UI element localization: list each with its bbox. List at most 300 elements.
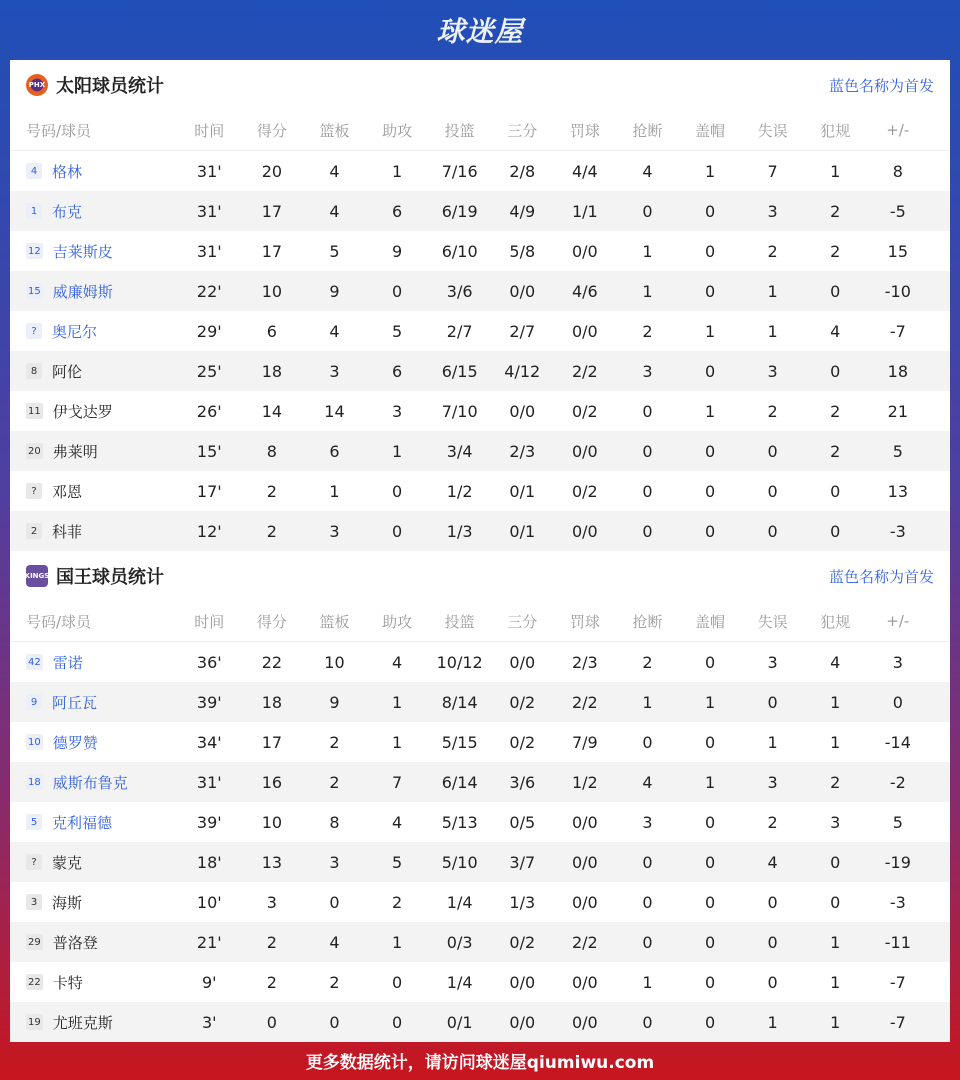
- column-header: 得分: [256, 121, 287, 140]
- stat-cell: 0: [329, 1012, 340, 1032]
- stat-cell: 0: [329, 892, 340, 912]
- stat-cell: 18: [261, 361, 283, 381]
- stat-cell: 17: [261, 241, 283, 261]
- stat-cell: 22: [261, 652, 283, 672]
- stat-cell: 0/2: [509, 732, 536, 752]
- stat-cell: 6: [329, 441, 340, 461]
- stat-cell: 0: [704, 281, 716, 301]
- stat-cell: 10: [324, 652, 345, 672]
- team-logo-icon: KINGS: [26, 565, 48, 587]
- stat-cell: 0: [642, 441, 653, 461]
- stat-cell: 2/7: [446, 321, 473, 341]
- stat-cell: 1: [704, 772, 716, 792]
- stat-cell: 7/9: [571, 732, 598, 752]
- column-header: 得分: [256, 612, 287, 631]
- stat-cell: 0/0: [571, 852, 598, 872]
- column-header: 篮板: [319, 121, 350, 140]
- stat-cell: 0: [704, 652, 716, 672]
- team-logo-icon: PHX: [26, 74, 48, 96]
- stat-cell: 3: [642, 361, 653, 381]
- stat-cell: 1/2: [446, 481, 473, 501]
- stat-cell: -7: [889, 1012, 906, 1032]
- stat-cell: -11: [884, 932, 911, 952]
- player-name[interactable]: 阿丘瓦: [52, 693, 98, 712]
- stat-cell: 0/1: [509, 521, 536, 541]
- team-section: [10, 60, 950, 551]
- stat-cell: 2: [266, 481, 277, 501]
- player-name[interactable]: 卡特: [52, 973, 83, 992]
- stat-cell: 1: [391, 732, 403, 752]
- player-row: [10, 311, 950, 351]
- team-title: [26, 72, 164, 98]
- starter-hint: 蓝色名称为首发: [828, 76, 934, 95]
- jersey-number: 10: [26, 734, 43, 750]
- stat-cell: 3: [329, 852, 340, 872]
- player-cell: [10, 1012, 178, 1033]
- stat-cell: 2: [830, 441, 841, 461]
- stat-cell: 0: [704, 361, 716, 381]
- stat-cell: 10': [196, 892, 222, 912]
- team-name: 太阳球员统计: [56, 76, 164, 97]
- stat-cell: 1/3: [446, 521, 473, 541]
- stat-cell: 39': [196, 692, 222, 712]
- player-cell: [10, 201, 178, 222]
- player-cell: [10, 692, 178, 713]
- stat-cell: 2/2: [571, 692, 598, 712]
- player-name[interactable]: 伊戈达罗: [52, 402, 113, 421]
- jersey-number: 18: [26, 774, 43, 790]
- stat-cell: 8: [892, 161, 903, 181]
- stat-cell: 3: [329, 521, 340, 541]
- stat-cell: 0: [704, 521, 716, 541]
- stat-cell: 0: [391, 481, 403, 501]
- stat-cell: 1: [704, 692, 716, 712]
- player-cell: [10, 161, 178, 182]
- player-name[interactable]: 德罗赞: [52, 733, 98, 752]
- column-header: 盖帽: [695, 612, 726, 631]
- stat-cell: 0: [830, 361, 841, 381]
- stat-cell: -3: [889, 521, 906, 541]
- stat-cell: 3: [830, 812, 841, 832]
- stat-cell: 36': [196, 652, 222, 672]
- stat-cell: 12': [196, 521, 222, 541]
- stat-cell: 0: [767, 441, 778, 461]
- player-cell: [10, 852, 178, 873]
- stat-cell: -7: [889, 321, 906, 341]
- stat-cell: 2: [830, 241, 841, 261]
- stat-cell: 6/10: [441, 241, 478, 261]
- stat-cell: 4: [642, 772, 653, 792]
- stat-cell: 31': [196, 772, 222, 792]
- stat-cell: 0/5: [509, 812, 536, 832]
- player-row: [10, 191, 950, 231]
- stat-cell: 0: [704, 892, 716, 912]
- stat-cell: 4: [329, 321, 340, 341]
- stat-cell: 2: [329, 772, 340, 792]
- stat-cell: 6: [266, 321, 277, 341]
- player-row: [10, 231, 950, 271]
- stat-cell: 0/2: [571, 481, 598, 501]
- stat-cell: 17': [196, 481, 222, 501]
- stat-cell: 31': [196, 201, 222, 221]
- stat-cell: -10: [884, 281, 911, 301]
- stat-cell: 0: [767, 692, 778, 712]
- stat-cell: 34': [196, 732, 222, 752]
- stat-cell: 21: [887, 401, 908, 421]
- player-name[interactable]: 威斯布鲁克: [52, 773, 128, 792]
- column-header: 投篮: [444, 121, 475, 140]
- column-header: 助攻: [382, 612, 413, 631]
- column-header: 犯规: [820, 121, 851, 140]
- column-header: 三分: [507, 121, 538, 140]
- stat-cell: 0: [642, 852, 653, 872]
- column-header: 失误: [757, 121, 788, 140]
- player-cell: [10, 361, 178, 382]
- stat-cell: 7: [391, 772, 403, 792]
- stat-cell: 25': [196, 361, 222, 381]
- player-row: [10, 431, 950, 471]
- stat-cell: 2: [830, 772, 841, 792]
- stat-cell: 0: [767, 972, 778, 992]
- player-name[interactable]: 奥尼尔: [52, 322, 98, 341]
- jersey-number: 19: [26, 1014, 43, 1030]
- column-header: 三分: [507, 612, 538, 631]
- stat-cell: -3: [889, 892, 906, 912]
- player-cell: [10, 401, 178, 422]
- stat-cell: 2: [767, 241, 778, 261]
- player-name[interactable]: 科菲: [52, 522, 83, 541]
- stat-cell: -2: [889, 772, 906, 792]
- jersey-number: 42: [26, 654, 43, 670]
- stat-cell: 3: [642, 812, 653, 832]
- stat-cell: 0: [830, 281, 841, 301]
- jersey-number: 11: [26, 403, 43, 419]
- stat-cell: 6/19: [441, 201, 478, 221]
- player-row: [10, 802, 950, 842]
- stat-cell: 0: [266, 1012, 277, 1032]
- stat-cell: 5/10: [441, 852, 478, 872]
- stat-cell: -5: [889, 201, 906, 221]
- stat-cell: 2: [329, 732, 340, 752]
- stat-cell: 0: [642, 401, 653, 421]
- player-cell: [10, 521, 178, 542]
- column-header: 时间: [194, 121, 225, 140]
- stat-cell: 10/12: [436, 652, 483, 672]
- stat-cell: 5: [391, 321, 403, 341]
- stat-cell: 0/0: [571, 521, 598, 541]
- stat-cell: 3: [391, 401, 403, 421]
- stat-cell: 15': [196, 441, 222, 461]
- stat-cell: 0: [767, 932, 778, 952]
- player-name[interactable]: 弗莱明: [52, 442, 98, 461]
- stat-cell: 18: [261, 692, 283, 712]
- stat-cell: 2/2: [571, 361, 598, 381]
- stat-cell: 26': [196, 401, 222, 421]
- stat-cell: 4: [329, 201, 340, 221]
- stat-cell: 2/2: [571, 932, 598, 952]
- player-row: [10, 842, 950, 882]
- stat-cell: 1: [642, 241, 653, 261]
- player-cell: [10, 321, 178, 342]
- column-header: 盖帽: [695, 121, 726, 140]
- stat-cell: 5/8: [509, 241, 536, 261]
- stat-cell: 1: [830, 1012, 841, 1032]
- stat-cell: 1: [391, 441, 403, 461]
- stat-cell: 2: [830, 401, 841, 421]
- player-cell: [10, 241, 178, 262]
- player-cell: [10, 972, 178, 993]
- stat-cell: 1/4: [446, 892, 473, 912]
- stat-cell: 2: [642, 652, 653, 672]
- stat-cell: 3: [266, 892, 277, 912]
- table-header: [10, 601, 950, 642]
- team-section: [10, 551, 950, 1042]
- column-header: 篮板: [319, 612, 350, 631]
- stat-cell: 0/0: [571, 892, 598, 912]
- stat-cell: 31': [196, 161, 222, 181]
- player-cell: [10, 732, 178, 753]
- stat-cell: 0: [642, 932, 653, 952]
- stat-cell: 2: [391, 892, 403, 912]
- stat-cell: 2/3: [509, 441, 536, 461]
- stat-cell: 0: [830, 481, 841, 501]
- jersey-number: 29: [26, 934, 43, 950]
- stat-cell: 3: [767, 772, 778, 792]
- stat-cell: 20: [261, 161, 283, 181]
- player-name[interactable]: 海斯: [52, 893, 83, 912]
- stat-cell: 1: [830, 692, 841, 712]
- player-name[interactable]: 阿伦: [52, 362, 83, 381]
- stat-cell: -7: [889, 972, 906, 992]
- stat-cell: 0: [704, 1012, 716, 1032]
- stat-cell: 1: [391, 932, 403, 952]
- stat-cell: 1/1: [571, 201, 598, 221]
- player-name[interactable]: 尤班克斯: [52, 1013, 113, 1032]
- stat-cell: 8: [329, 812, 340, 832]
- stats-panel: [10, 60, 950, 1040]
- stat-cell: 5/15: [441, 732, 478, 752]
- player-cell: [10, 481, 178, 502]
- stat-cell: 13: [887, 481, 908, 501]
- stat-cell: 3': [202, 1012, 217, 1032]
- stat-cell: 1: [329, 481, 340, 501]
- stat-cell: 2/7: [509, 321, 536, 341]
- player-name[interactable]: 格林: [52, 162, 83, 181]
- player-name[interactable]: 吉莱斯皮: [52, 242, 113, 261]
- stat-cell: 4: [391, 652, 403, 672]
- stat-cell: 18': [196, 852, 222, 872]
- stat-cell: 3: [767, 652, 778, 672]
- stat-cell: 1: [830, 732, 841, 752]
- player-name[interactable]: 蒙克: [52, 853, 83, 872]
- stat-cell: 0: [704, 812, 716, 832]
- player-row: [10, 682, 950, 722]
- jersey-number: 4: [26, 163, 42, 179]
- column-header: 抢断: [632, 121, 663, 140]
- stat-cell: 4/12: [504, 361, 541, 381]
- stat-cell: 0/2: [571, 401, 598, 421]
- stat-cell: 0: [704, 932, 716, 952]
- jersey-number: 1: [26, 203, 42, 219]
- stat-cell: 1/4: [446, 972, 473, 992]
- player-cell: [10, 441, 178, 462]
- stat-cell: 4: [767, 852, 778, 872]
- jersey-number: ?: [26, 854, 42, 870]
- player-cell: [10, 892, 178, 913]
- stat-cell: 0: [830, 521, 841, 541]
- stat-cell: 2: [266, 521, 277, 541]
- stat-cell: 0/0: [509, 1012, 536, 1032]
- stat-cell: 0: [642, 481, 653, 501]
- player-cell: [10, 772, 178, 793]
- stat-cell: 1: [391, 692, 403, 712]
- player-row: [10, 471, 950, 511]
- stat-cell: 0/0: [509, 972, 536, 992]
- stat-cell: 1: [642, 692, 653, 712]
- stat-cell: 0/0: [571, 972, 598, 992]
- column-header: +/-: [886, 612, 910, 630]
- stat-cell: 10: [261, 281, 283, 301]
- stat-cell: 7: [767, 161, 778, 181]
- stat-cell: 7/10: [441, 401, 478, 421]
- stat-cell: 0/0: [509, 652, 536, 672]
- stat-cell: 7/16: [441, 161, 478, 181]
- player-name[interactable]: 普洛登: [52, 933, 98, 952]
- stat-cell: -19: [884, 852, 911, 872]
- footer-banner: [0, 1040, 960, 1080]
- stat-cell: 0: [704, 732, 716, 752]
- stat-cell: 1: [830, 972, 841, 992]
- stat-cell: 0/1: [446, 1012, 473, 1032]
- player-name[interactable]: 威廉姆斯: [52, 282, 113, 301]
- jersey-number: 22: [26, 974, 43, 990]
- stat-cell: 0: [391, 972, 403, 992]
- stat-cell: 0: [704, 481, 716, 501]
- starter-hint: 蓝色名称为首发: [828, 567, 934, 586]
- stat-cell: 6: [391, 361, 403, 381]
- stat-cell: 29': [196, 321, 222, 341]
- stat-cell: 5: [892, 441, 903, 461]
- stat-cell: 0: [642, 1012, 653, 1032]
- stat-cell: 3/4: [446, 441, 473, 461]
- stat-cell: 2/3: [571, 652, 598, 672]
- stat-cell: 2: [767, 401, 778, 421]
- stat-cell: 2: [266, 932, 277, 952]
- column-header: 犯规: [820, 612, 851, 631]
- stat-cell: 31': [196, 241, 222, 261]
- stat-cell: 0: [767, 481, 778, 501]
- stat-cell: 1/2: [571, 772, 598, 792]
- stat-cell: 4: [830, 652, 841, 672]
- player-row: [10, 391, 950, 431]
- stat-cell: 3: [767, 201, 778, 221]
- player-name[interactable]: 邓恩: [52, 482, 83, 501]
- stat-cell: 0: [704, 852, 716, 872]
- stat-cell: 4: [391, 812, 403, 832]
- stat-cell: 3: [767, 361, 778, 381]
- player-row: [10, 1002, 950, 1042]
- stat-cell: 2/8: [509, 161, 536, 181]
- stat-cell: 3: [892, 652, 903, 672]
- stat-cell: 0: [391, 281, 403, 301]
- stat-cell: 1/3: [509, 892, 536, 912]
- column-header: 号码/球员: [26, 612, 92, 631]
- stat-cell: 0: [642, 521, 653, 541]
- stat-cell: 0/0: [509, 401, 536, 421]
- stat-cell: 8/14: [441, 692, 478, 712]
- player-cell: [10, 652, 178, 673]
- stat-cell: 22': [196, 281, 222, 301]
- stat-cell: 2: [329, 972, 340, 992]
- stat-cell: 0: [642, 732, 653, 752]
- jersey-number: 8: [26, 363, 42, 379]
- stat-cell: 0/0: [571, 812, 598, 832]
- stat-cell: 0/0: [571, 241, 598, 261]
- team-title-bar: [10, 60, 950, 110]
- stat-cell: 0/2: [509, 692, 536, 712]
- stat-cell: 13: [261, 852, 283, 872]
- player-row: [10, 271, 950, 311]
- stat-cell: 0/0: [509, 281, 536, 301]
- stat-cell: 0/0: [571, 1012, 598, 1032]
- stat-cell: 9: [329, 281, 340, 301]
- stat-cell: 16: [261, 772, 283, 792]
- jersey-number: 3: [26, 894, 42, 910]
- stat-cell: 1: [642, 281, 653, 301]
- stat-cell: 2: [266, 972, 277, 992]
- stat-cell: 17: [261, 732, 283, 752]
- stat-cell: 0/3: [446, 932, 473, 952]
- stat-cell: 18: [887, 361, 908, 381]
- stat-cell: 3: [329, 361, 340, 381]
- stat-cell: 4/4: [571, 161, 598, 181]
- stat-cell: 9': [202, 972, 217, 992]
- stat-cell: 5/13: [441, 812, 478, 832]
- stat-cell: 0: [704, 441, 716, 461]
- stat-cell: 0: [642, 892, 653, 912]
- stat-cell: 10: [261, 812, 283, 832]
- stat-cell: 2: [767, 812, 778, 832]
- stat-cell: 1: [704, 401, 716, 421]
- stat-cell: 14: [261, 401, 283, 421]
- player-row: [10, 722, 950, 762]
- stat-cell: 0/0: [571, 321, 598, 341]
- stat-cell: 14: [324, 401, 345, 421]
- stat-cell: 0: [830, 892, 841, 912]
- team-name: 国王球员统计: [56, 567, 164, 588]
- player-name[interactable]: 克利福德: [52, 813, 113, 832]
- player-name[interactable]: 布克: [52, 202, 83, 221]
- stat-cell: 2: [830, 201, 841, 221]
- player-row: [10, 511, 950, 551]
- jersey-number: 9: [26, 694, 42, 710]
- stat-cell: 3/6: [446, 281, 473, 301]
- column-header: 号码/球员: [26, 121, 92, 140]
- stat-cell: 0/2: [509, 932, 536, 952]
- stat-cell: 4: [329, 161, 340, 181]
- stat-cell: 1: [767, 321, 778, 341]
- player-row: [10, 151, 950, 191]
- stat-cell: 4/9: [509, 201, 536, 221]
- jersey-number: ?: [26, 483, 42, 499]
- column-header: +/-: [886, 121, 910, 139]
- player-name[interactable]: 雷诺: [52, 653, 83, 672]
- player-row: [10, 642, 950, 682]
- stat-cell: 1: [830, 161, 841, 181]
- stat-cell: 1: [391, 161, 403, 181]
- column-header: 罚球: [569, 612, 600, 631]
- stat-cell: 0: [830, 852, 841, 872]
